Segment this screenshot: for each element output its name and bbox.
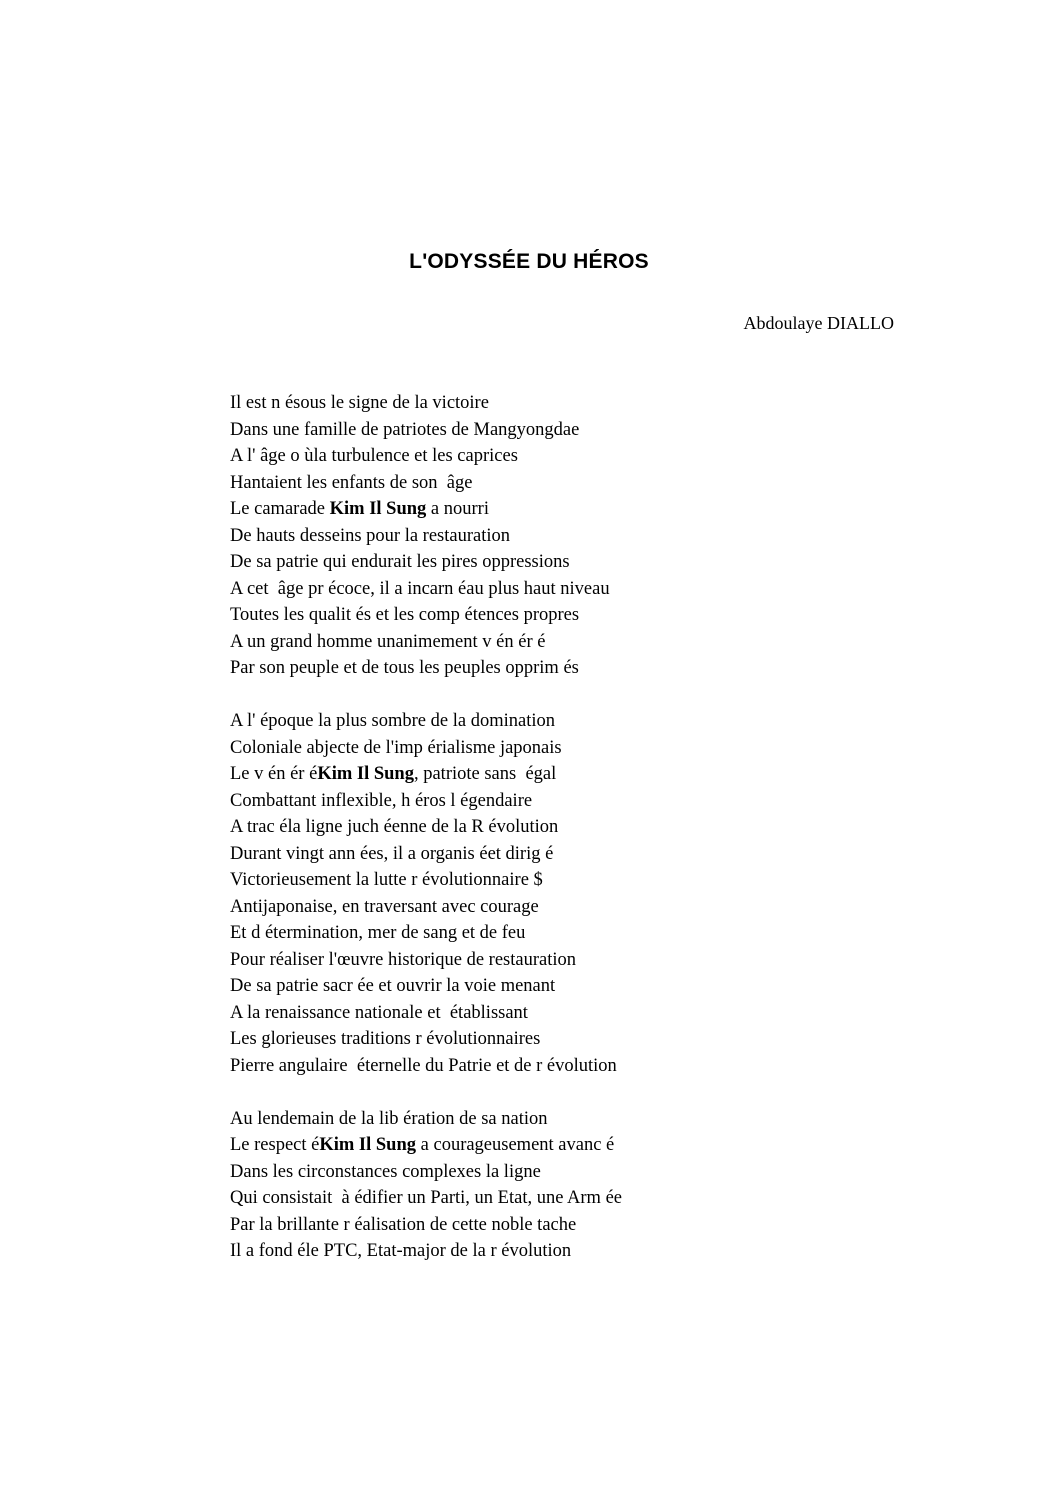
poem-line <box>230 894 930 921</box>
line-text: Dans les circonstances complexes la ligne <box>230 1161 541 1182</box>
line-text: Toutes les qualit és et les comp étences propres <box>230 605 580 625</box>
line-text: Victorieusement la lutte r évolutionnaire $ <box>230 870 543 890</box>
line-text: Le camarade <box>230 499 330 519</box>
poem-line <box>230 549 930 576</box>
poem-line <box>230 496 930 523</box>
poem-line <box>230 655 930 682</box>
line-text: A trac éla ligne juch éenne de la R évolution <box>230 817 559 837</box>
line-text: Et d étermination, mer de sang et de feu <box>230 923 526 943</box>
line-text: Dans une famille de patriotes de Mangyongdae <box>230 419 580 440</box>
poem-stanza <box>230 390 930 682</box>
poem-line <box>230 1212 930 1239</box>
line-text: Il a fond éle PTC, Etat-major de la r évolution <box>230 1241 572 1261</box>
poem-line <box>230 1026 930 1053</box>
line-text: De hauts desseins pour la restauration <box>230 525 510 546</box>
poem-line <box>230 841 930 868</box>
poem-line <box>230 1159 930 1186</box>
line-text: De sa patrie sacr ée et ouvrir la voie menant <box>230 976 556 996</box>
poem-line <box>230 1053 930 1080</box>
bold-name: Kim Il Sung <box>319 1135 417 1155</box>
poem-line <box>230 867 930 894</box>
poem-line <box>230 1132 930 1159</box>
line-text: Par son peuple et de tous les peuples opprim és <box>230 658 579 678</box>
line-text: a nourri <box>426 499 489 519</box>
poem-line <box>230 390 930 417</box>
poem-line <box>230 735 930 762</box>
line-text: A la renaissance nationale et établissant <box>230 1002 528 1023</box>
poem-line <box>230 602 930 629</box>
poem-line <box>230 920 930 947</box>
line-text: Les glorieuses traditions r évolutionnaires <box>230 1029 541 1049</box>
poem-line <box>230 1106 930 1133</box>
line-text: Il est n ésous le signe de la victoire <box>230 393 489 413</box>
author-name: Abdoulaye DIALLO <box>743 313 894 333</box>
poem-line <box>230 708 930 735</box>
poem-line <box>230 1238 930 1265</box>
line-text: a courageusement avanc é <box>416 1135 615 1155</box>
line-text: Qui consistait à édifier un Parti, un Etat, une Arm ée <box>230 1188 622 1208</box>
poem-line <box>230 1185 930 1212</box>
line-text: Par la brillante r éalisation de cette noble tache <box>230 1214 577 1235</box>
poem-line <box>230 470 930 497</box>
poem-line <box>230 576 930 603</box>
line-text: , patriote sans égal <box>413 764 557 784</box>
line-text: Le respect é <box>230 1135 320 1155</box>
poem-line <box>230 761 930 788</box>
poem-line <box>230 973 930 1000</box>
line-text: Le v én ér é <box>230 764 318 784</box>
line-text: Durant vingt ann ées, il a organis éet dirig é <box>230 843 554 864</box>
line-text: Pierre angulaire éternelle du Patrie et de r évolution <box>230 1055 617 1076</box>
poem-stanza <box>230 1106 930 1265</box>
line-text: Hantaient les enfants de son âge <box>230 472 473 493</box>
line-text: A un grand homme unanimement v én ér é <box>230 631 546 652</box>
poem-line <box>230 947 930 974</box>
line-text: A cet âge pr écoce, il a incarn éau plus haut niveau <box>230 578 610 599</box>
line-text: A l' époque la plus sombre de la domination <box>230 711 555 731</box>
poem-line <box>230 1000 930 1027</box>
line-text: Antijaponaise, en traversant avec courage <box>230 896 539 917</box>
bold-name: Kim Il Sung <box>317 764 414 784</box>
poem-line <box>230 523 930 550</box>
bold-name: Kim Il Sung <box>329 499 427 519</box>
poem-line <box>230 788 930 815</box>
line-text: Combattant inflexible, h éros l égendaire <box>230 790 533 811</box>
poem-body <box>230 390 930 1291</box>
line-text: De sa patrie qui endurait les pires oppressions <box>230 552 570 572</box>
poem-line <box>230 629 930 656</box>
line-text: Au lendemain de la lib ération de sa nation <box>230 1108 548 1129</box>
document-title: L'ODYSSÉE DU HÉROS <box>409 250 649 273</box>
line-text: Pour réaliser l'œuvre historique de restauration <box>230 949 576 970</box>
line-text: A l' âge o ùla turbulence et les caprices <box>230 446 518 466</box>
line-text: Coloniale abjecte de l'imp érialisme japonais <box>230 737 562 758</box>
poem-line <box>230 814 930 841</box>
poem-line <box>230 443 930 470</box>
poem-line <box>230 417 930 444</box>
poem-stanza <box>230 708 930 1079</box>
